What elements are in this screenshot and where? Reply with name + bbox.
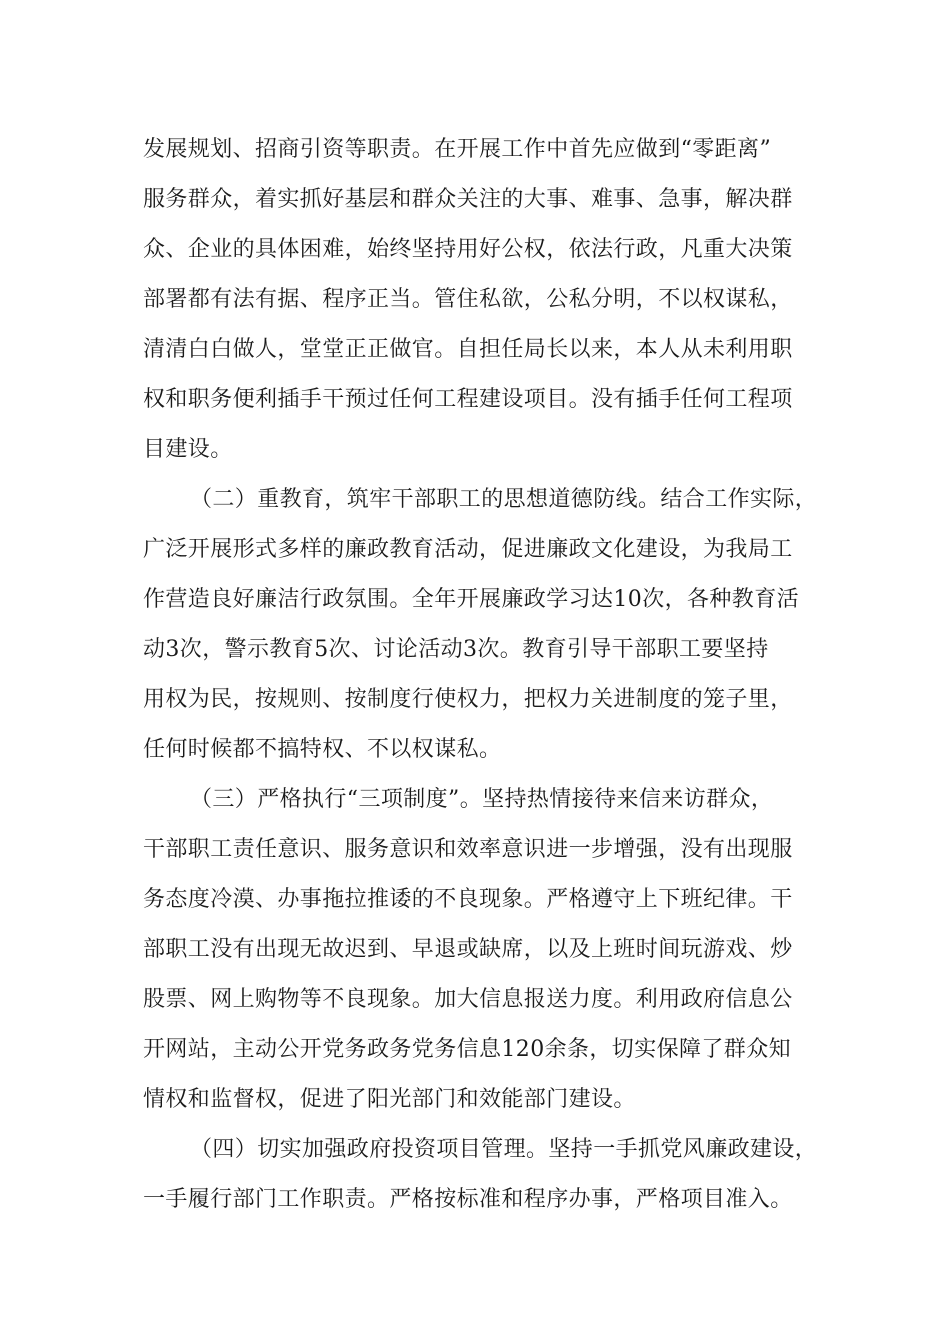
text-line: 用权为民，按规则、按制度行使权力，把权力关进制度的笼子里， (143, 687, 793, 712)
text-line: 部职工没有出现无故迟到、早退或缺席，以及上班时间玩游戏、炒 (143, 937, 793, 962)
text-line: 发展规划、招商引资等职责。在开展工作中首先应做到“零距离” (143, 137, 772, 162)
text-line: 一手履行部门工作职责。严格按标准和程序办事，严格项目准入。 (143, 1187, 793, 1212)
text-line: 众、企业的具体困难，始终坚持用好公权，依法行政，凡重大决策 (143, 237, 793, 262)
paragraph-heading-2: （二）重教育，筑牢干部职工的思想道德防线。结合工作实际， (190, 487, 818, 512)
text-line: 情权和监督权，促进了阳光部门和效能部门建设。 (143, 1087, 636, 1112)
text-line: 股票、网上购物等不良现象。加大信息报送力度。利用政府信息公 (143, 987, 793, 1012)
text-line: 作营造良好廉洁行政氛围。全年开展廉政学习达10次，各种教育活 (143, 587, 799, 612)
paragraph-heading-3: （三）严格执行“三项制度”。坚持热情接待来信来访群众， (190, 787, 774, 812)
text-line: 服务群众，着实抓好基层和群众关注的大事、难事、急事，解决群 (143, 187, 793, 212)
text-line: 部署都有法有据、程序正当。管住私欲，公私分明，不以权谋私， (143, 287, 793, 312)
text-line: 权和职务便利插手干预过任何工程建设项目。没有插手任何工程项 (143, 387, 793, 412)
text-line: 目建设。 (143, 437, 233, 462)
text-line: 任何时候都不搞特权、不以权谋私。 (143, 737, 502, 762)
text-line: 务态度冷漠、办事拖拉推诿的不良现象。严格遵守上下班纪律。干 (143, 887, 793, 912)
text-line: 开网站，主动公开党务政务党务信息120余条，切实保障了群众知 (143, 1037, 791, 1062)
paragraph-heading-4: （四）切实加强政府投资项目管理。坚持一手抓党风廉政建设， (190, 1137, 818, 1162)
text-line: 动3次，警示教育5次、讨论活动3次。教育引导干部职工要坚持 (143, 637, 769, 662)
text-line: 清清白白做人，堂堂正正做官。自担任局长以来，本人从未利用职 (143, 337, 793, 362)
text-line: 干部职工责任意识、服务意识和效率意识进一步增强，没有出现服 (143, 837, 793, 862)
text-line: 广泛开展形式多样的廉政教育活动，促进廉政文化建设，为我局工 (143, 537, 793, 562)
